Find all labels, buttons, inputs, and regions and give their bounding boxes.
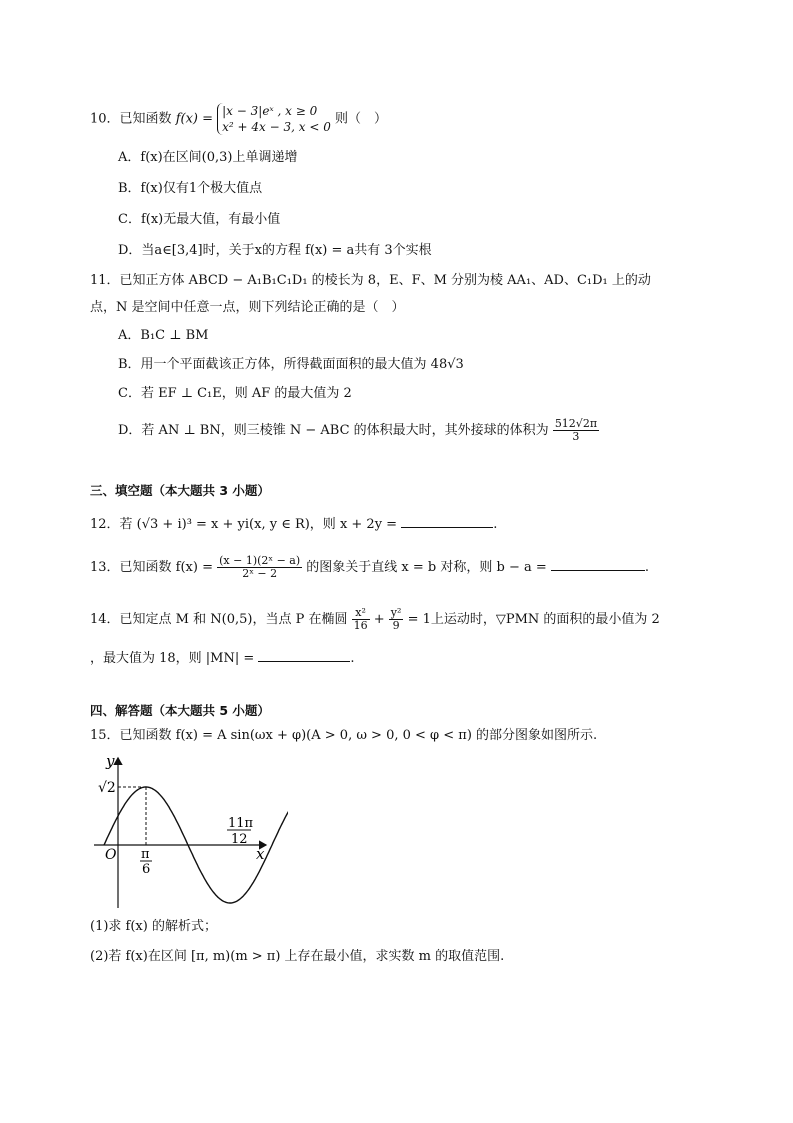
q13-fraction — [217, 555, 302, 580]
section-4-heading: 四、解答题（本大题共 5 小题） — [90, 703, 270, 718]
q10-option-b: B．f(x)仅有1个极大值点 — [118, 181, 263, 196]
tick2-num: 11π — [228, 816, 254, 831]
question-14-line-2 — [90, 647, 355, 669]
q13-frac-den: 2ˣ − 2 — [242, 567, 278, 580]
q11-line-1: 11．已知正方体 ABCD − A₁B₁C₁D₁ 的棱长为 8，E、F、M 分别为棱 AA₁、AD、C₁D₁ 上的动 — [90, 273, 651, 288]
question-15-stem: 15．已知函数 f(x) = A sin(ωx + φ)(A > 0, ω > 0, 0 < φ < π) 的部分图象如图所示. — [90, 728, 598, 743]
q14-f1-den: 16 — [353, 619, 368, 632]
q11-d-frac-den: 3 — [572, 430, 580, 443]
q10-option-c: C．f(x)无最大值，有最小值 — [118, 212, 281, 227]
tick1-num: π — [141, 847, 150, 862]
q15-subquestion-1: (1)求 f(x) 的解析式； — [90, 919, 217, 934]
tick1-den: 6 — [142, 862, 151, 877]
q11-option-a: A．B₁C ⊥ BM — [118, 328, 209, 343]
q11-line-2: 点，N 是空间中任意一点，则下列结论正确的是（ ） — [90, 300, 405, 315]
section-3-heading: 三、填空题（本大题共 3 小题） — [90, 483, 270, 498]
q14-answer-blank[interactable] — [258, 647, 350, 662]
q14-tail: = 1上运动时，▽PMN 的面积的最小值为 2 — [407, 612, 660, 627]
q14-fraction-2 — [389, 607, 404, 632]
q13-stem: 13．已知函数 f(x) = — [90, 560, 213, 575]
q11-option-d — [118, 418, 599, 443]
q13-answer-blank[interactable] — [551, 556, 645, 571]
q14-stem: 14．已知定点 M 和 N(0,5)，当点 P 在椭圆 — [90, 612, 348, 627]
q12-answer-blank[interactable] — [401, 513, 493, 528]
q13-end: . — [644, 560, 650, 575]
x-axis-label: x — [256, 845, 265, 863]
q12-end: . — [493, 517, 498, 532]
question-10-stem — [90, 103, 387, 135]
q10-piece-bottom: x² + 4x − 3, x < 0 — [222, 120, 331, 134]
q10-piecewise — [217, 103, 331, 135]
sine-graph — [88, 752, 288, 912]
q14-f2-num: y² — [390, 606, 402, 619]
q11-option-b: B．用一个平面截该正方体，所得截面面积的最大值为 48√3 — [118, 357, 464, 372]
q15-subquestion-2: (2)若 f(x)在区间 [π, m)(m > π) 上存在最小值，求实数 m 的取值范围. — [90, 949, 505, 964]
q10-stem-text: 10．已知函数 — [90, 111, 172, 127]
q10-option-d: D．当a∈[3,4]时，关于x的方程 f(x) = a共有 3个实根 — [118, 243, 432, 258]
question-12 — [90, 513, 497, 535]
q13-tail: 的图象关于直线 x = b 对称，则 b − a = — [306, 560, 547, 575]
amplitude-label: √2 — [98, 780, 116, 796]
q12-text: 12．若 (√3 + i)³ = x + yi(x, y ∈ R)，则 x + 2y = — [90, 517, 398, 532]
q10-func-lhs: f(x) = — [175, 111, 213, 127]
question-13 — [90, 555, 649, 580]
q14-line2-text: ，最大值为 18，则 |MN| = — [90, 651, 255, 666]
q10-option-a: A．f(x)在区间(0,3)上单调递增 — [118, 150, 298, 165]
q13-frac-num: (x − 1)(2ˣ − a) — [219, 554, 301, 567]
q14-f1-num: x² — [352, 607, 370, 620]
q14-fraction-1 — [352, 607, 370, 632]
q11-option-c: C．若 EF ⊥ C₁E，则 AF 的最大值为 2 — [118, 386, 352, 401]
q10-piece-top: |x − 3|eˣ , x ≥ 0 — [222, 104, 318, 118]
question-14-line-1 — [90, 607, 660, 632]
q10-tail: 则（ ） — [334, 111, 387, 127]
y-axis-label: y — [106, 752, 115, 770]
q11-d-frac-num: 512√2π — [554, 417, 598, 430]
q11-d-fraction — [553, 418, 599, 443]
origin-label: O — [105, 847, 117, 863]
q14-end: . — [350, 651, 355, 666]
q11-option-d-text: D．若 AN ⊥ BN，则三棱锥 N − ABC 的体积最大时，其外接球的体积为 — [118, 423, 549, 438]
q14-f2-den: 9 — [392, 619, 400, 632]
tick2-den: 12 — [231, 832, 248, 847]
q14-plus: + — [373, 612, 385, 627]
